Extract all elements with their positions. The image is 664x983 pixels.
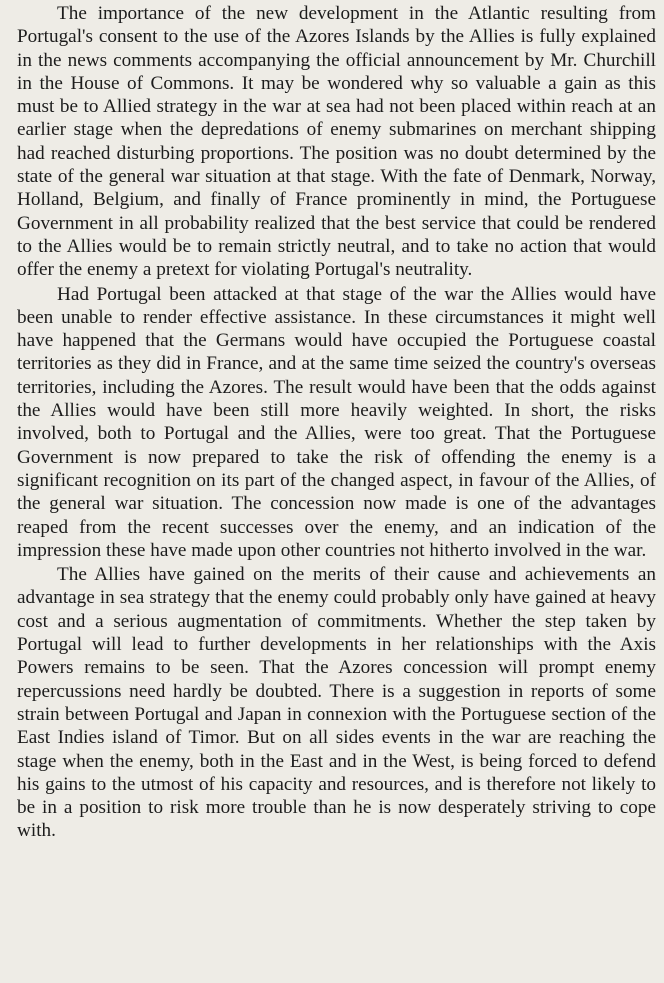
paragraph-portugal-neutrality: Had Portugal been attacked at that stage of the war the Allies would have been unable to render effective assistance. In these circumstances it might well have happened that the Germans would have occupied the Portuguese coastal territories as they did in France, and at the same time seized the country's overseas territories, including the Azores. The result would have been that the odds against the Allies would have been still more heavily weighted. In short, the risks involved, both to Portugal and the Allies, were too great. That the Portuguese Government is now prepared to take the risk of offending the enemy is a significant recognition on its part of the changed aspect, in favour of the Allies, of the general war situation. The concession now made is one of the advantages reaped from the recent successes over the enemy, and an indication of the impression these have made upon other countries not hitherto involved in the war. bbox=[17, 283, 656, 561]
editorial-article bbox=[17, 2, 656, 843]
paragraph-sea-strategy: The Allies have gained on the merits of their cause and achievements an advantage in sea strategy that the enemy could probably only have gained at heavy cost and a serious augmentation of commitments. Whether the step taken by Portugal will lead to further developments in her relationships with the Axis Powers remains to be seen. That the Azores concession will prompt enemy repercussions need hardly be doubted. There is a suggestion in reports of some strain between Portugal and Japan in connexion with the Portuguese section of the East Indies island of Timor. But on all sides events in the war are reaching the stage when the enemy, both in the East and in the West, is being forced to defend his gains to the utmost of his capacity and resources, and is therefore not likely to be in a position to risk more trouble than he is now desperately striving to cope with. bbox=[17, 564, 656, 842]
paragraph-azores-development: The importance of the new development in the Atlantic resulting from Portugal's consent to the use of the Azores Islands by the Allies is fully explained in the news comments accompanying the official announcement by Mr. Churchill in the House of Commons. It may be wondered why so valuable a gain as this must be to Allied strategy in the war at sea had not been placed within reach at an earlier stage when the depredations of enemy submarines on merchant shipping had reached disturbing proportions. The position was no doubt determined by the state of the general war situation at that stage. With the fate of Denmark, Norway, Holland, Belgium, and finally of France prominently in mind, the Portuguese Government in all probability realized that the best service that could be rendered to the Allies would be to remain strictly neutral, and to take no action that would offer the enemy a pretext for violating Portugal's neutrality. bbox=[17, 3, 656, 281]
